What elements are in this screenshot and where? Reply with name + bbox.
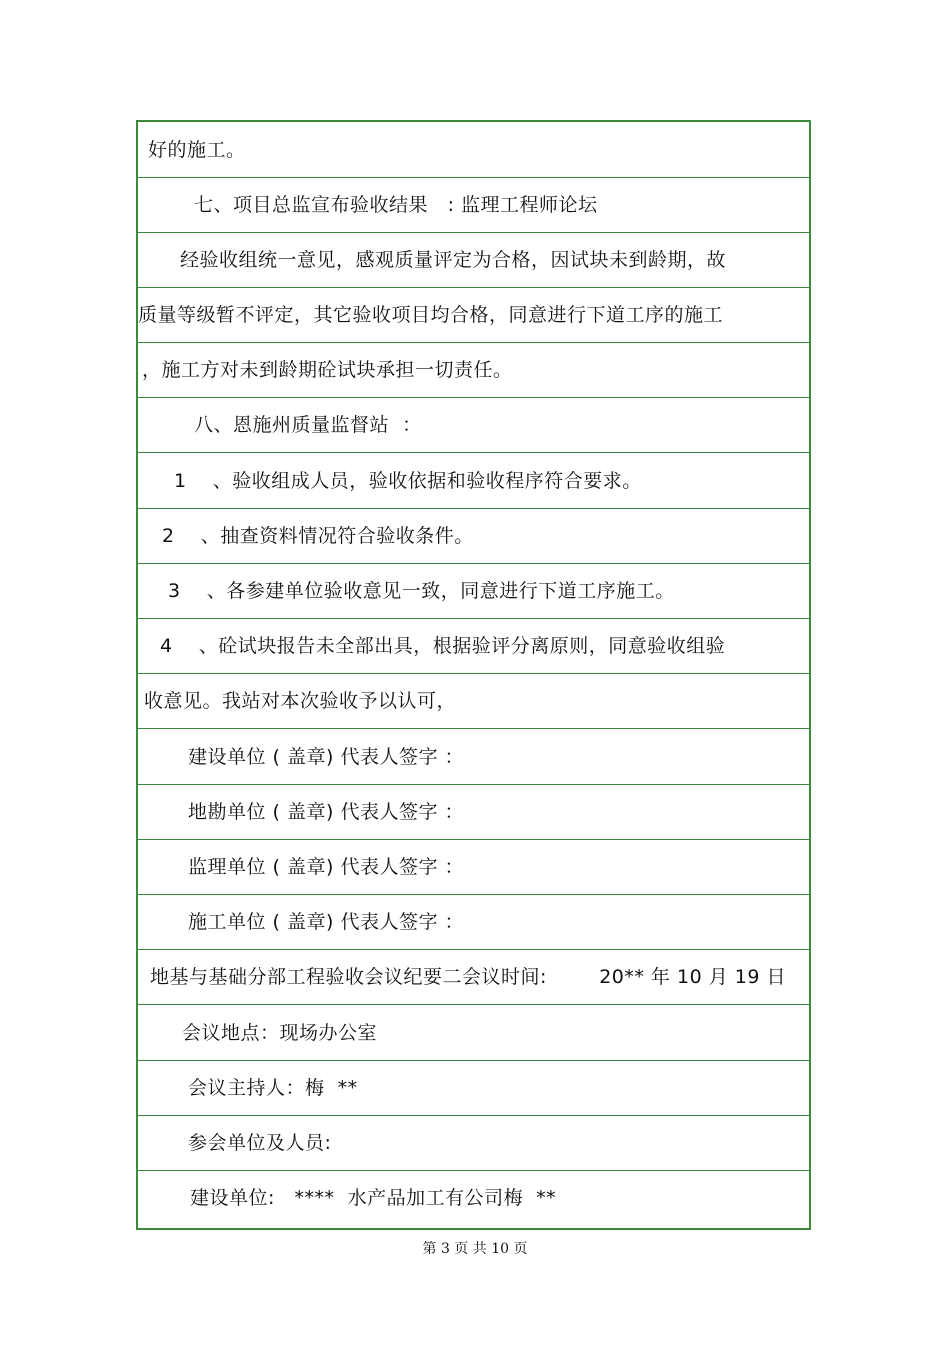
row-text: 2 、抽查资料情况符合验收条件。 bbox=[162, 524, 474, 547]
table-row bbox=[138, 839, 809, 895]
page-number-footer: 第 3 页 共 10 页 bbox=[422, 1241, 528, 1257]
row-text: 施工单位 ( 盖章) 代表人签字 ： bbox=[188, 910, 464, 933]
row-text: 七、项目总监宣布验收结果 : 监理工程师论坛 bbox=[194, 193, 598, 216]
table-row bbox=[138, 673, 809, 729]
row-text: 地勘单位 ( 盖章) 代表人签字 ： bbox=[188, 800, 464, 823]
row-text: 经验收组统一意见，感观质量评定为合格，因试块未到龄期，故 bbox=[180, 248, 727, 271]
table-row bbox=[138, 177, 809, 233]
table-row bbox=[138, 1060, 809, 1116]
row-text: ，施工方对未到龄期砼试块承担一切责任。 bbox=[142, 358, 513, 381]
row-text: 会议主持人：梅 ** bbox=[188, 1076, 358, 1099]
document-table bbox=[136, 120, 811, 1230]
row-text: 地基与基础分部工程验收会议纪要二会议时间: 20** 年 10 月 19 日 bbox=[150, 965, 786, 988]
row-text: 3 、各参建单位验收意见一致，同意进行下道工序施工。 bbox=[168, 579, 675, 602]
row-text: 会议地点：现场办公室 bbox=[182, 1021, 378, 1044]
table-row bbox=[138, 342, 809, 398]
row-text: 1 、验收组成人员，验收依据和验收程序符合要求。 bbox=[174, 469, 642, 492]
table-row bbox=[138, 232, 809, 288]
table-row bbox=[138, 1115, 809, 1171]
row-text: 参会单位及人员: bbox=[188, 1131, 332, 1154]
table-row bbox=[138, 508, 809, 564]
table-row bbox=[138, 122, 809, 178]
table-row bbox=[138, 618, 809, 674]
row-text: 质量等级暂不评定，其它验收项目均合格，同意进行下道工序的施工 bbox=[138, 303, 724, 326]
row-text: 好的施工。 bbox=[148, 138, 246, 161]
row-text: 4 、砼试块报告未全部出具，根据验评分离原则，同意验收组验 bbox=[160, 634, 726, 657]
table-row bbox=[138, 287, 809, 343]
row-text: 监理单位 ( 盖章) 代表人签字 ： bbox=[188, 855, 464, 878]
row-text: 收意见。我站对本次验收予以认可， bbox=[144, 689, 457, 712]
table-row bbox=[138, 784, 809, 840]
table-row bbox=[138, 949, 809, 1005]
table-row bbox=[138, 894, 809, 950]
table-row bbox=[138, 397, 809, 453]
row-text: 建设单位 ( 盖章) 代表人签字 ： bbox=[188, 745, 464, 768]
table-row bbox=[138, 729, 809, 785]
table-row bbox=[138, 1005, 809, 1061]
table-row bbox=[138, 563, 809, 619]
row-text: 建设单位: **** 水产品加工有公司梅 ** bbox=[190, 1187, 557, 1210]
table-row bbox=[138, 1170, 809, 1226]
row-text: 八、恩施州质量监督站 ： bbox=[194, 413, 422, 436]
table-row bbox=[138, 453, 809, 509]
